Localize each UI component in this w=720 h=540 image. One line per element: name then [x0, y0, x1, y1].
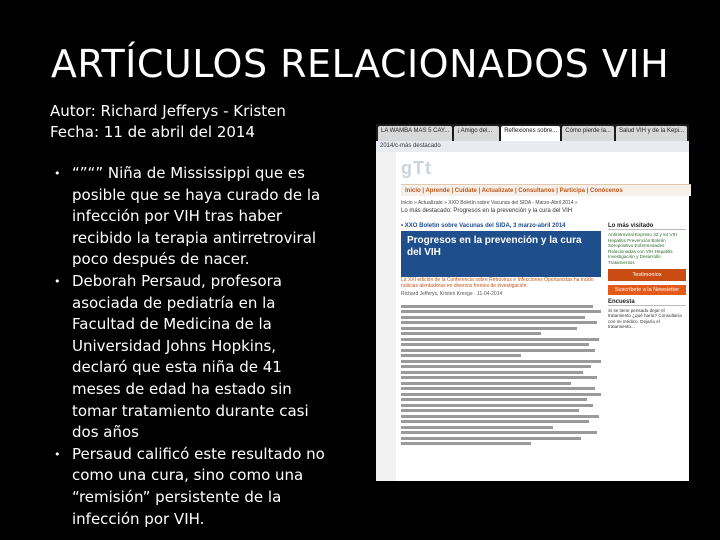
bullet-text: “”“” Niña de Mississippi que es posible que se haya curado de la infección por VIH tras haber recibido la terapia antirretroviral poco después de nacer.: [72, 164, 321, 269]
poll-header: Encuesta: [608, 299, 686, 306]
breadcrumb: Inicio » Actualízate » XXO Boletín sobre Vacunas del SIDA - Marzo-Abril 2014 »: [401, 200, 578, 206]
bullet-dot-icon: •: [54, 274, 61, 288]
site-logo: gTt: [401, 158, 432, 178]
bullet-dot-icon: •: [54, 167, 61, 180]
sidebar-text[interactable]: Antiretroviral Expreso 32 y 54 VIH Hepatitis Prevención Boletín Seropositivo Enfermedades Relacionadas con VIH Hepatitis Investigación y Desarrollo Tratamientos: [608, 232, 678, 265]
date-line: Fecha: 11 de abril del 2014: [50, 123, 256, 141]
left-sidebar-strip: [376, 152, 396, 481]
browser-tab[interactable]: LA WAMBA MAS 5 CAY...: [378, 126, 452, 141]
bullet-dot-icon: •: [54, 447, 61, 461]
bullet-item: [50, 444, 325, 530]
article-body: [401, 302, 601, 448]
browser-tab-bar: [376, 124, 689, 141]
browser-tab[interactable]: Cómo pierde la...: [562, 126, 614, 141]
bullet-list: [50, 163, 325, 530]
testimonials-banner[interactable]: Testimonios: [608, 269, 686, 281]
page-subtitle: Lo más destacado: Progresos en la prevención y la cura del VIH: [401, 208, 573, 214]
poll-text[interactable]: Si se tiene pensado dejar el tratamiento ¿qué haría? Consultaría con mi médico. Dejaría el tratamiento...: [608, 307, 682, 330]
article-caption: La XXI edición de la Conferencia sobre Retrovirus e Infecciones Oportunistas ha traído noticias alentadoras en diversos frentes de investigación.: [401, 277, 594, 289]
bulletin-link[interactable]: • XXO Boletín sobre Vacunas del SIDA, 3 marzo-abril 2014: [401, 223, 566, 229]
browser-tab[interactable]: ¡ Amigo del...: [454, 126, 499, 141]
bullet-item: [50, 271, 325, 444]
browser-tab[interactable]: Salud VIH y de la Kepi...: [616, 126, 687, 141]
bullet-text: Persaud calificó este resultado no como una cura, sino como una “remisión” persistente de la infección por VIH.: [72, 444, 325, 528]
bullet-text: Deborah Persaud, profesora asociada de pediatría en la Facultad de Medicina de la Universidad Johns Hopkins, declaró que esta niña de 41 meses de edad ha estado sin tomar tratamiento durante casi dos años: [72, 271, 309, 442]
author-line: Autor: Richard Jefferys - Kristen: [50, 102, 286, 120]
newsletter-banner[interactable]: Suscríbete a la Newsletter: [608, 285, 686, 295]
article-meta: Richard Jefferys, Kristen Kresge · 11-04-2014: [401, 291, 503, 297]
embedded-browser-screenshot: [376, 124, 689, 481]
sidebar-header: Lo más visitado: [608, 223, 686, 230]
address-bar[interactable]: 2014/c-más destacado: [376, 141, 689, 152]
site-nav-bar[interactable]: Inicio | Aprende | Cuídate | Actualízate | Consultanos | Participa | Conócenos: [401, 184, 691, 196]
right-sidebar: [608, 223, 686, 330]
browser-tab[interactable]: Reflexiones sobre...: [501, 126, 560, 141]
article-hero-title: Progresos en la prevención y la cura del VIH: [401, 231, 601, 277]
bullet-item: [50, 163, 325, 271]
slide-title: ARTÍCULOS RELACIONADOS VIH: [50, 42, 670, 86]
